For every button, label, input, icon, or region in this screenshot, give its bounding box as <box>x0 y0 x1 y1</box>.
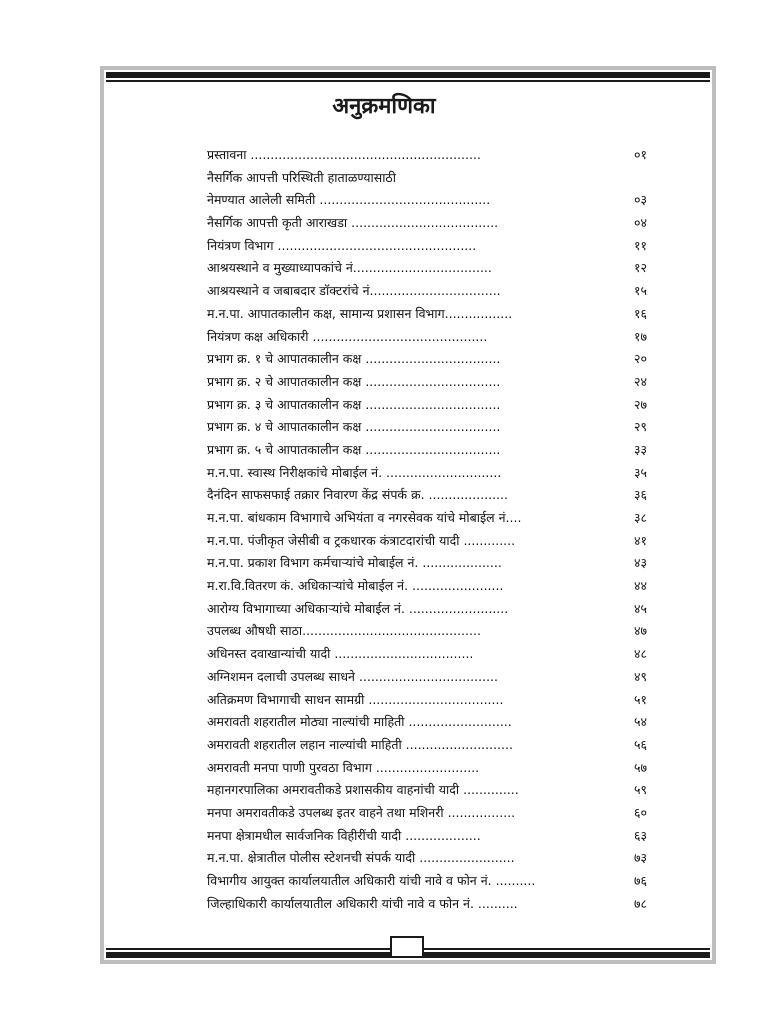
toc-page-number: ६३ <box>633 827 647 843</box>
toc-page-number: ५७ <box>633 759 647 775</box>
toc-row <box>207 396 647 419</box>
toc-page-number: ५४ <box>633 714 647 730</box>
toc-row <box>207 622 647 645</box>
toc-row <box>207 736 647 759</box>
toc-row <box>207 827 647 850</box>
toc-entry-text: प्रभाग क्र. ४ चे आपातकालीन कक्ष .................................. <box>207 419 501 435</box>
toc-row <box>207 418 647 441</box>
toc-page-number: ७६ <box>633 873 647 888</box>
toc-entry-text: जिल्हाधिकारी कार्यालयातील अधिकारी यांची नावे व फोन नं. .......... <box>207 895 518 911</box>
toc-page-number: ६० <box>633 804 647 820</box>
toc-page-number: २९ <box>633 419 647 435</box>
toc-entry-text: नैसर्गिक आपत्ती कृती आराखडा ..................................... <box>207 215 499 231</box>
toc-entry-text: म.न.पा. क्षेत्रातील पोलीस स्टेशनची संपर्क यादी ........................ <box>207 850 515 866</box>
toc-entry-text: आश्रयस्थाने व मुख्याध्यापकांचे नं................................... <box>207 260 492 276</box>
toc-page-number: ४८ <box>633 646 647 662</box>
toc-row <box>207 191 647 214</box>
toc-row <box>207 486 647 509</box>
toc-entry-text: उपलब्ध औषधी साठा............................................. <box>207 623 481 639</box>
toc-entry-text: आश्रयस्थाने व जबाबदार डॉक्टरांचे नं................................. <box>207 283 501 299</box>
toc-entry-text: म.न.पा. प्रकाश विभाग कर्मचाऱ्यांचे मोबाईल नं. .................... <box>207 555 502 571</box>
toc-entry-text: म.न.पा. पंजीकृत जेसीबी व ट्रकधारक कंत्राटदारांची यादी ............. <box>207 532 516 548</box>
toc-row <box>207 509 647 532</box>
toc-entry-text: विभागीय आयुक्त कार्यालयातील अधिकारी यांची नावे व फोन नं. .......... <box>207 873 536 888</box>
toc-row <box>207 373 647 396</box>
toc-page-number: ७३ <box>633 850 647 866</box>
toc-row <box>207 328 647 351</box>
toc-entry-text: अग्निशमन दलाची उपलब्ध साधने ................................... <box>207 668 498 684</box>
toc-page-number: ३३ <box>633 441 647 457</box>
toc-row <box>207 804 647 827</box>
top-double-rule <box>106 72 710 78</box>
toc-entry-text: म.न.पा. बांधकाम विभागाचे अभियंता व नगरसेवक यांचे मोबाईल नं.... <box>207 510 522 525</box>
toc-entry-text: प्रभाग क्र. ३ चे आपातकालीन कक्ष .................................. <box>207 396 501 412</box>
toc-entry-text: अमरावती शहरातील मोठ्या नाल्यांची माहिती .......................... <box>207 714 512 730</box>
toc-page-number: २० <box>633 351 647 367</box>
toc-entry-text: मनपा अमरावतीकडे उपलब्ध इतर वाहने तथा मशिनरी ................. <box>207 804 516 820</box>
toc-page-number: ३५ <box>633 464 647 480</box>
toc-entry-text: नियंत्रण विभाग .................................................. <box>207 237 477 253</box>
toc-entry-text: अतिक्रमण विभागाची साधन सामग्री .................................. <box>207 691 504 707</box>
toc-row <box>207 259 647 282</box>
toc-page-number: १६ <box>633 305 647 321</box>
toc-entry-text: प्रभाग क्र. २ चे आपातकालीन कक्ष .................................. <box>207 373 501 389</box>
toc-entry-text: म.न.पा. स्वास्थ निरीक्षकांचे मोबाईल नं. ............................. <box>207 464 502 480</box>
toc-page-number: ४५ <box>633 600 647 616</box>
toc-row <box>207 781 647 804</box>
toc-entry-text: नेमण्यात आलेली समिती ........................................... <box>207 192 491 208</box>
toc-page-number: १५ <box>633 283 647 299</box>
toc-entry-text: म.न.पा. आपातकालीन कक्ष, सामान्य प्रशासन विभाग................. <box>207 305 513 321</box>
toc-entry-text: आरोग्य विभागाच्या अधिकाऱ्यांचे मोबाईल नं. ......................... <box>207 600 509 616</box>
toc-row <box>207 237 647 260</box>
toc-page-number: ३६ <box>633 487 647 503</box>
toc-page-number: १२ <box>633 260 647 276</box>
toc-page-number: ११ <box>633 237 647 253</box>
toc-page-number: ०३ <box>633 192 647 208</box>
toc-row <box>207 872 647 895</box>
toc-row <box>207 464 647 487</box>
toc-row <box>207 895 647 918</box>
toc-page-number: ५१ <box>633 691 647 707</box>
toc-row <box>207 214 647 237</box>
toc-row <box>207 668 647 691</box>
toc-row <box>207 645 647 668</box>
toc-row <box>207 441 647 464</box>
toc-page-number: ३८ <box>633 510 647 525</box>
toc-entry-text: अधिनस्त दवाखान्यांची यादी ................................... <box>207 646 474 662</box>
toc-page-number: २४ <box>633 373 647 389</box>
toc-page-number: ०१ <box>633 147 647 162</box>
toc-row <box>207 532 647 555</box>
toc-entry-text: मनपा क्षेत्रामधील सार्वजनिक विहीरींची यादी ................... <box>207 827 481 843</box>
toc-row <box>207 600 647 623</box>
table-of-contents <box>207 146 647 917</box>
toc-page-number: २७ <box>633 396 647 412</box>
toc-row <box>207 759 647 782</box>
toc-row <box>207 713 647 736</box>
toc-row <box>207 350 647 373</box>
top-thin-rule <box>106 80 710 82</box>
toc-page-number: ७८ <box>633 895 647 911</box>
page-title: अनुक्रमणिका <box>332 94 436 119</box>
toc-page-number: ४७ <box>633 623 647 639</box>
toc-entry-text: अमरावती शहरातील लहान नाल्यांची माहिती ........................... <box>207 736 513 752</box>
toc-entry-text: नियंत्रण कक्ष अधिकारी ............................................ <box>207 328 488 344</box>
toc-row <box>207 305 647 328</box>
page-number-box <box>390 936 424 958</box>
toc-row <box>207 849 647 872</box>
toc-row <box>207 577 647 600</box>
toc-entry-text: नैसर्गिक आपत्ती परिस्थिती हाताळण्यासाठी <box>207 169 396 185</box>
toc-row <box>207 282 647 305</box>
toc-page-number: ४३ <box>633 555 647 571</box>
toc-entry-text: दैनंदिन साफसफाई तक्रार निवारण केंद्र संपर्क क्र. .................... <box>207 487 509 503</box>
toc-row <box>207 146 647 169</box>
toc-page-number: ५९ <box>633 782 647 798</box>
toc-page-number: ५६ <box>633 736 647 752</box>
toc-entry-text: प्रस्तावना .......................................................... <box>207 147 481 162</box>
toc-entry-text: महानगरपालिका अमरावतीकडे प्रशासकीय वाहनांची यादी .............. <box>207 782 519 798</box>
toc-entry-text: प्रभाग क्र. १ चे आपातकालीन कक्ष .................................. <box>207 351 501 367</box>
toc-page-number: ०४ <box>633 215 647 231</box>
toc-page-number: ४४ <box>633 578 647 594</box>
toc-page-number: ४९ <box>633 668 647 684</box>
toc-entry-text: अमरावती मनपा पाणी पुरवठा विभाग .......................... <box>207 759 480 775</box>
toc-entry-text: प्रभाग क्र. ५ चे आपातकालीन कक्ष .................................. <box>207 441 501 457</box>
toc-entry-text: म.रा.वि.वितरण कं. अधिकाऱ्यांचे मोबाईल नं. ....................... <box>207 578 504 594</box>
toc-row <box>207 169 647 192</box>
toc-row <box>207 554 647 577</box>
toc-row <box>207 691 647 714</box>
toc-page-number: १७ <box>633 328 647 344</box>
toc-page-number: ४१ <box>633 532 647 548</box>
